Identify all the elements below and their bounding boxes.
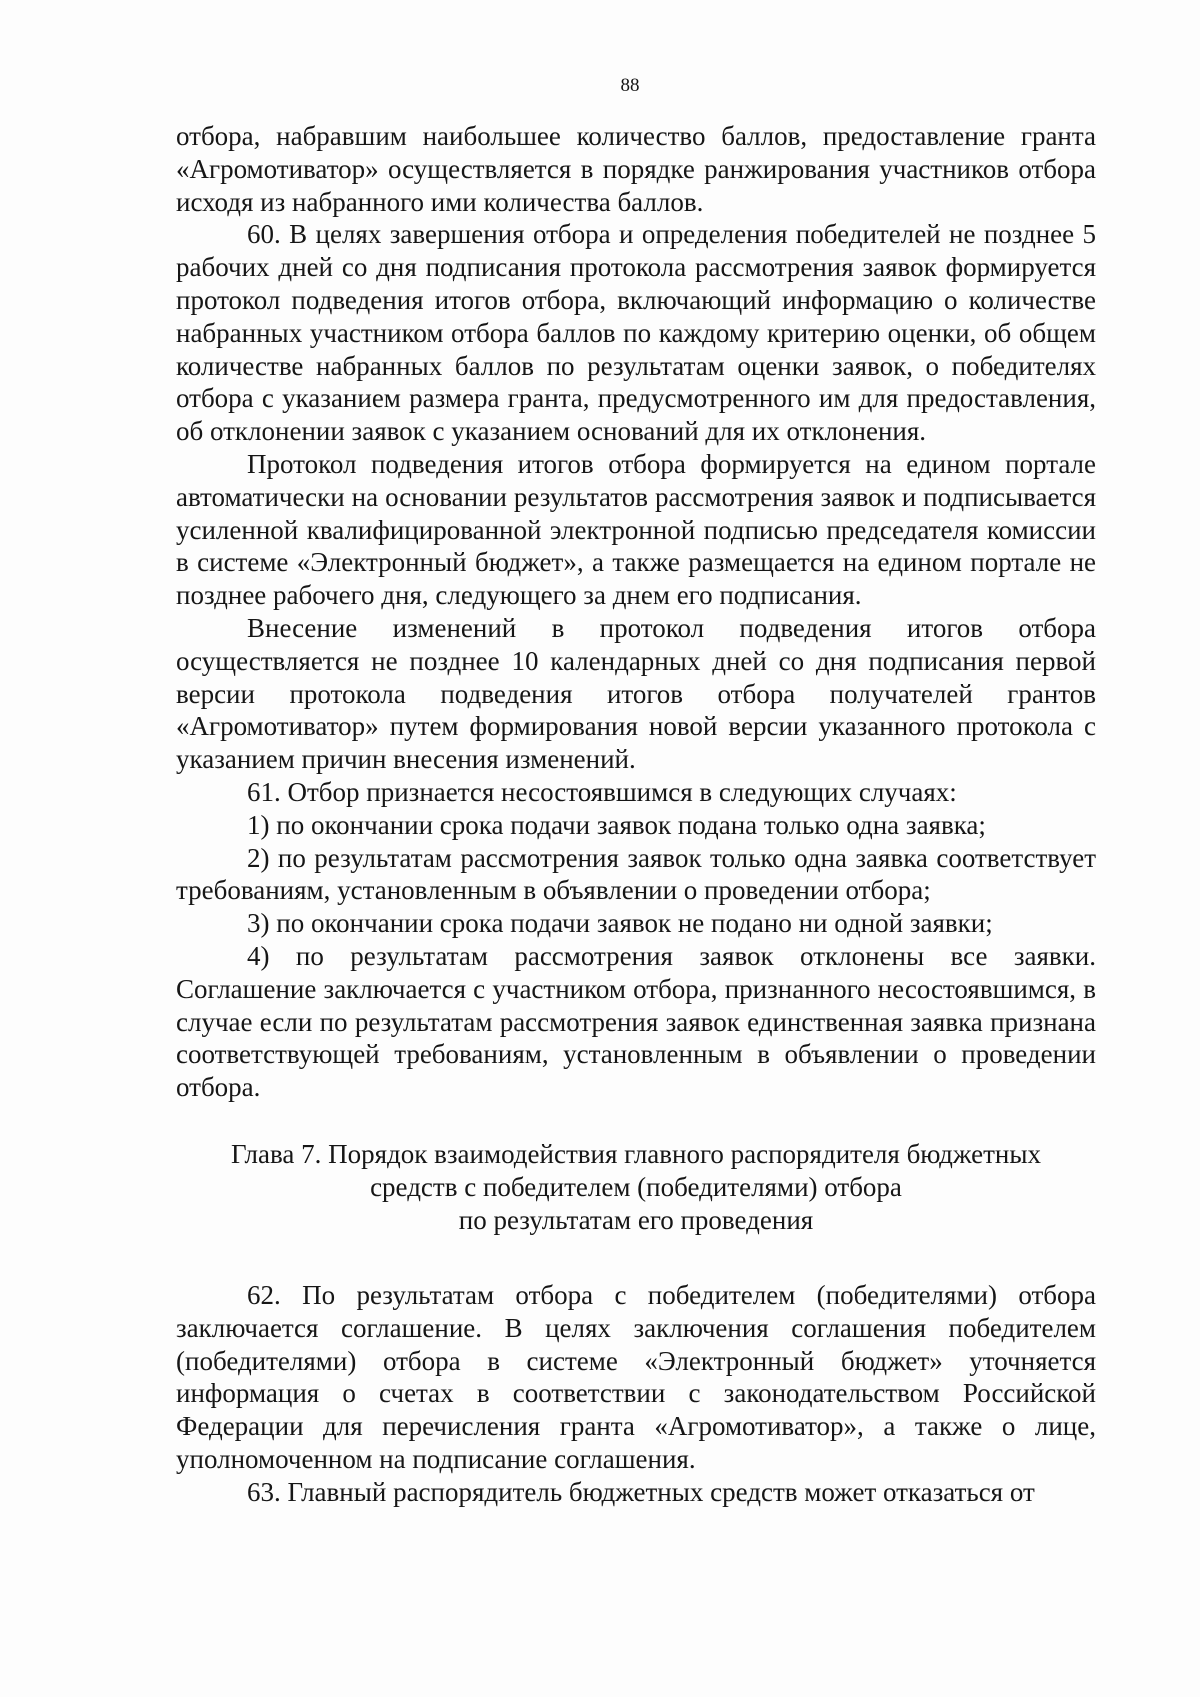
paragraph-item-60: 60. В целях завершения отбора и определения победителей не позднее 5 рабочих дней со дня подписания протокола рассмотрения заявок формируется протокол подведения итогов отбора, включающий информацию о количестве набранных участником отбора баллов по каждому критерию оценки, об общем количестве набранных баллов по результатам оценки заявок, о победителях отбора с указанием размера гранта, предусмотренного им для предоставления, об отклонении заявок с указанием оснований для их отклонения. (176, 219, 1096, 447)
list-item: 2) по результатам рассмотрения заявок только одна заявка соответствует требованиям, установленным в объявлении о проведении отбора; (176, 842, 1096, 906)
paragraph: Протокол подведения итогов отбора формируется на едином портале автоматически на основании результатов рассмотрения заявок и подписывается усиленной квалифицированной электронной подписью председателя комиссии в системе «Электронный бюджет», а также размещается на едином портале не позднее рабочего дня, следующего за днем его подписания. (176, 448, 1096, 611)
list-item: 3) по окончании срока подачи заявок не подано ни одной заявки; (247, 908, 993, 939)
chapter-heading-line: по результатам его проведения (458, 1204, 814, 1235)
chapter-heading-line: средств с победителем (победителями) отбора (370, 1171, 902, 1202)
paragraph-item-63: 63. Главный распорядитель бюджетных средств может отказаться от (247, 1476, 1035, 1507)
paragraph-item-62: 62. По результатам отбора с победителем (победителями) отбора заключается соглашение. В целях заключения соглашения победителем (победителями) отбора в системе «Электронный бюджет» уточняется информация о счетах в соответствии с законодательством Российской Федерации для перечисления гранта «Агромотиватор», а также о лице, уполномоченном на подписание соглашения. (176, 1279, 1096, 1474)
paragraph: Внесение изменений в протокол подведения итогов отбора осуществляется не позднее 10 календарных дней со дня подписания первой версии протокола подведения итогов отбора получателей грантов «Агромотиватор» путем формирования новой версии указанного протокола с указанием причин внесения изменений. (176, 612, 1096, 775)
chapter-heading-line: Глава 7. Порядок взаимодействия главного распорядителя бюджетных (230, 1138, 1042, 1169)
list-item: 4) по результатам рассмотрения заявок отклонены все заявки. Соглашение заключается с участником отбора, признанного несостоявшимся, в случае если по результатам рассмотрения заявок единственная заявка признана соответствующей требованиям, установленным в объявлении о проведении отбора. (176, 940, 1096, 1103)
chapter-heading (176, 1138, 1096, 1237)
document-body (176, 120, 1096, 1508)
list-item: 1) по окончании срока подачи заявок подана только одна заявка; (247, 809, 986, 840)
paragraph: отбора, набравшим наибольшее количество баллов, предоставление гранта «Агромотиватор» осуществляется в порядке ранжирования участников отбора исходя из набранного ими количества баллов. (176, 121, 1096, 217)
paragraph-item-61: 61. Отбор признается несостоявшимся в следующих случаях: (247, 776, 957, 807)
page-number: 88 (620, 75, 640, 96)
